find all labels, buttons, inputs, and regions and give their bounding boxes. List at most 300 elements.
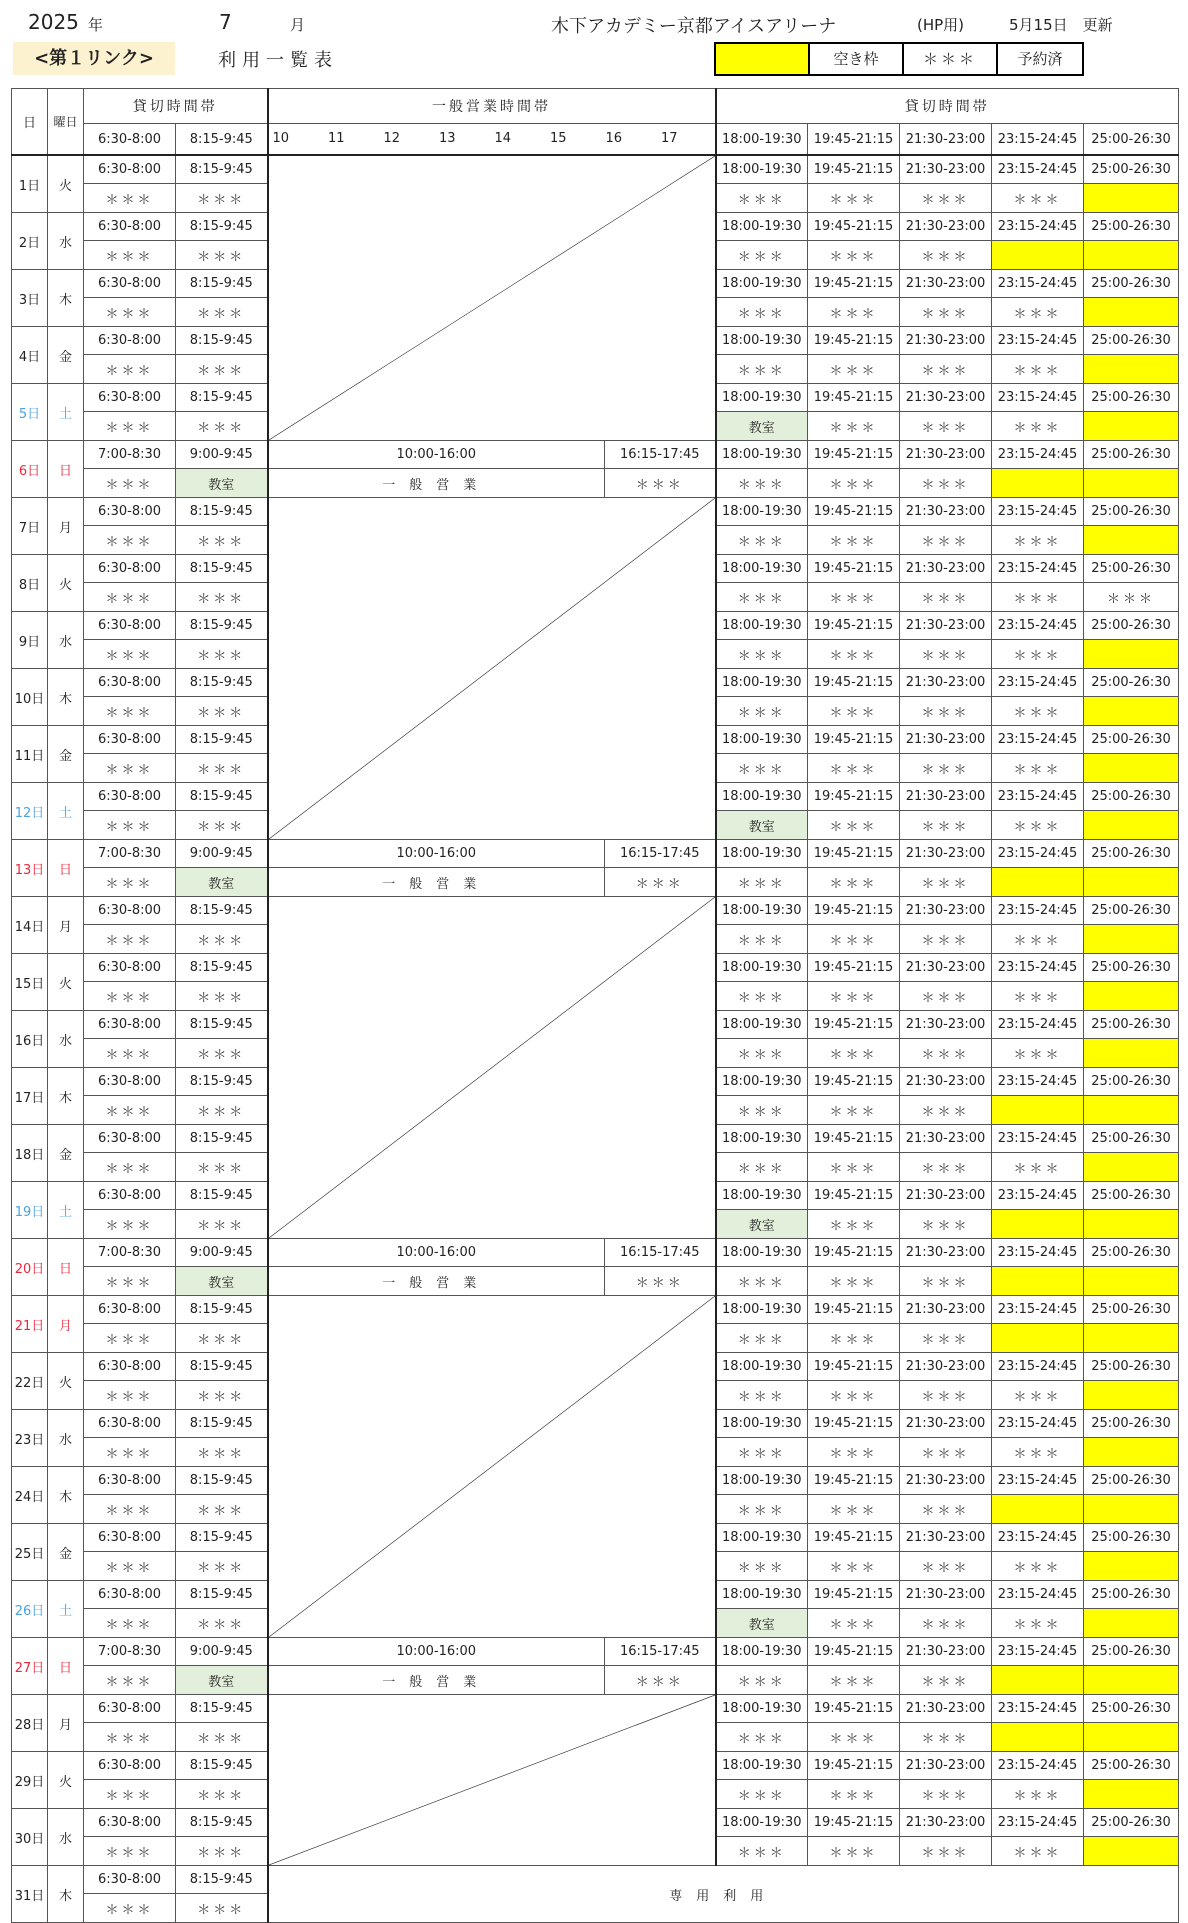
evening-slot-time: 25:00-26:30 bbox=[1084, 1695, 1179, 1723]
evening-slot-time: 18:00-19:30 bbox=[716, 1524, 808, 1552]
evening-slot-available bbox=[1084, 526, 1179, 555]
evening-slot-reserved: ＊＊＊ bbox=[900, 1780, 992, 1809]
morning-slot-reserved: ＊＊＊ bbox=[176, 1324, 268, 1353]
morning-slot-time: 6:30-8:00 bbox=[84, 213, 176, 241]
evening-slot-time: 23:15-24:45 bbox=[992, 270, 1084, 298]
legend-available-label: 空き枠 bbox=[810, 44, 904, 74]
day-of-week: 土 bbox=[48, 384, 84, 441]
day-number: 11日 bbox=[12, 726, 48, 783]
morning-slot-reserved: ＊＊＊ bbox=[84, 526, 176, 555]
morning-slot-reserved: ＊＊＊ bbox=[84, 1210, 176, 1239]
evening-slot-time: 21:30-23:00 bbox=[900, 1638, 992, 1666]
evening-slot-reserved: ＊＊＊ bbox=[808, 1666, 900, 1695]
evening-slot-time: 21:30-23:00 bbox=[900, 612, 992, 640]
morning-slot-reserved: ＊＊＊ bbox=[176, 811, 268, 840]
evening-slot-reserved: ＊＊＊ bbox=[900, 1324, 992, 1353]
head-hour: 14 bbox=[494, 131, 512, 146]
head-dow: 曜日 bbox=[48, 89, 84, 156]
morning-slot-time: 6:30-8:00 bbox=[84, 669, 176, 697]
evening-slot-time: 19:45-21:15 bbox=[808, 783, 900, 811]
evening-slot-time: 25:00-26:30 bbox=[1084, 1752, 1179, 1780]
evening-slot-reserved: ＊＊＊ bbox=[900, 1039, 992, 1068]
evening-slot-reserved: ＊＊＊ bbox=[808, 754, 900, 783]
evening-slot-reserved: ＊＊＊ bbox=[900, 412, 992, 441]
evening-slot-reserved: ＊＊＊ bbox=[808, 469, 900, 498]
evening-slot-time: 23:15-24:45 bbox=[992, 1353, 1084, 1381]
general-session-label: 一般営業 bbox=[268, 1267, 605, 1296]
morning-slot-time: 8:15-9:45 bbox=[176, 498, 268, 526]
evening-slot-available bbox=[1084, 1267, 1179, 1296]
day-number: 17日 bbox=[12, 1068, 48, 1125]
evening-slot-time: 21:30-23:00 bbox=[900, 1182, 992, 1210]
evening-slot-time: 18:00-19:30 bbox=[716, 1068, 808, 1096]
evening-slot-classroom: 教室 bbox=[716, 1210, 808, 1239]
day-number: 23日 bbox=[12, 1410, 48, 1467]
day-of-week: 水 bbox=[48, 1011, 84, 1068]
evening-slot-time: 23:15-24:45 bbox=[992, 783, 1084, 811]
general-session-blank bbox=[268, 1695, 716, 1866]
evening-slot-reserved: ＊＊＊ bbox=[992, 583, 1084, 612]
evening-slot-time: 18:00-19:30 bbox=[716, 213, 808, 241]
morning-slot-time: 6:30-8:00 bbox=[84, 1524, 176, 1552]
morning-slot-time: 9:00-9:45 bbox=[176, 1638, 268, 1666]
day-number: 3日 bbox=[12, 270, 48, 327]
morning-slot-time: 6:30-8:00 bbox=[84, 1695, 176, 1723]
day-of-week: 金 bbox=[48, 1524, 84, 1581]
evening-slot-reserved: ＊＊＊ bbox=[900, 1210, 992, 1239]
morning-slot-reserved: ＊＊＊ bbox=[176, 241, 268, 270]
page-title: 利用一覧表 bbox=[218, 50, 338, 71]
evening-slot-time: 21:30-23:00 bbox=[900, 1125, 992, 1153]
evening-slot-available bbox=[1084, 1666, 1179, 1695]
morning-slot-time: 8:15-9:45 bbox=[176, 1809, 268, 1837]
evening-slot-reserved: ＊＊＊ bbox=[808, 355, 900, 384]
evening-slot-reserved: ＊＊＊ bbox=[716, 754, 808, 783]
evening-slot-reserved: ＊＊＊ bbox=[900, 925, 992, 954]
evening-slot-reserved: ＊＊＊ bbox=[992, 526, 1084, 555]
evening-slot-available bbox=[1084, 1381, 1179, 1410]
morning-slot-reserved: ＊＊＊ bbox=[84, 1096, 176, 1125]
hp-note: (HP用) bbox=[917, 16, 965, 34]
evening-slot-reserved: ＊＊＊ bbox=[716, 1723, 808, 1752]
evening-slot-time: 19:45-21:15 bbox=[808, 612, 900, 640]
evening-slot-reserved: ＊＊＊ bbox=[808, 1153, 900, 1182]
evening-slot-time: 21:30-23:00 bbox=[900, 555, 992, 583]
morning-slot-time: 8:15-9:45 bbox=[176, 270, 268, 298]
morning-slot-reserved: ＊＊＊ bbox=[176, 1723, 268, 1752]
morning-slot-reserved: ＊＊＊ bbox=[84, 583, 176, 612]
evening-slot-time: 18:00-19:30 bbox=[716, 384, 808, 412]
evening-slot-reserved: ＊＊＊ bbox=[808, 412, 900, 441]
morning-slot-reserved: ＊＊＊ bbox=[84, 811, 176, 840]
evening-slot-reserved: ＊＊＊ bbox=[992, 1780, 1084, 1809]
evening-slot-reserved: ＊＊＊ bbox=[716, 241, 808, 270]
legend bbox=[714, 42, 1084, 76]
evening-slot-reserved: ＊＊＊ bbox=[716, 526, 808, 555]
evening-slot-reserved: ＊＊＊ bbox=[808, 1039, 900, 1068]
morning-slot-classroom: 教室 bbox=[176, 868, 268, 897]
evening-slot-available bbox=[1084, 469, 1179, 498]
evening-slot-time: 25:00-26:30 bbox=[1084, 1809, 1179, 1837]
evening-slot-reserved: ＊＊＊ bbox=[1084, 583, 1179, 612]
day-number: 21日 bbox=[12, 1296, 48, 1353]
evening-slot-time: 18:00-19:30 bbox=[716, 498, 808, 526]
day-of-week: 土 bbox=[48, 783, 84, 840]
evening-slot-time: 21:30-23:00 bbox=[900, 213, 992, 241]
morning-slot-time: 8:15-9:45 bbox=[176, 1524, 268, 1552]
morning-slot-time: 8:15-9:45 bbox=[176, 1296, 268, 1324]
evening-slot-available bbox=[992, 1324, 1084, 1353]
evening-slot-time: 18:00-19:30 bbox=[716, 1467, 808, 1495]
evening-slot-reserved: ＊＊＊ bbox=[716, 298, 808, 327]
evening-slot-time: 19:45-21:15 bbox=[808, 155, 900, 184]
evening-slot-available bbox=[1084, 184, 1179, 213]
evening-slot-time: 23:15-24:45 bbox=[992, 1467, 1084, 1495]
evening-slot-reserved: ＊＊＊ bbox=[992, 982, 1084, 1011]
morning-slot-time: 8:15-9:45 bbox=[176, 555, 268, 583]
head-evening-slot: 25:00-26:30 bbox=[1084, 124, 1179, 156]
morning-slot-reserved: ＊＊＊ bbox=[176, 1210, 268, 1239]
evening-slot-available bbox=[1084, 640, 1179, 669]
day-of-week: 土 bbox=[48, 1182, 84, 1239]
morning-slot-reserved: ＊＊＊ bbox=[84, 241, 176, 270]
evening-slot-reserved: ＊＊＊ bbox=[716, 868, 808, 897]
head-morning-slot: 8:15-9:45 bbox=[176, 124, 268, 156]
day-number: 28日 bbox=[12, 1695, 48, 1752]
general-session-time: 10:00-16:00 bbox=[268, 441, 605, 469]
morning-slot-time: 8:15-9:45 bbox=[176, 612, 268, 640]
evening-slot-time: 25:00-26:30 bbox=[1084, 327, 1179, 355]
evening-slot-reserved: ＊＊＊ bbox=[808, 868, 900, 897]
evening-slot-time: 18:00-19:30 bbox=[716, 783, 808, 811]
morning-slot-time: 8:15-9:45 bbox=[176, 327, 268, 355]
evening-slot-reserved: ＊＊＊ bbox=[992, 1609, 1084, 1638]
evening-slot-classroom: 教室 bbox=[716, 811, 808, 840]
general-session-time: 10:00-16:00 bbox=[268, 840, 605, 868]
day-number: 6日 bbox=[12, 441, 48, 498]
evening-slot-time: 18:00-19:30 bbox=[716, 1296, 808, 1324]
evening-slot-time: 23:15-24:45 bbox=[992, 1695, 1084, 1723]
morning-slot-reserved: ＊＊＊ bbox=[84, 412, 176, 441]
evening-slot-reserved: ＊＊＊ bbox=[808, 184, 900, 213]
evening-slot-time: 23:15-24:45 bbox=[992, 155, 1084, 184]
head-hour: 10 bbox=[272, 131, 290, 146]
evening-slot-time: 25:00-26:30 bbox=[1084, 897, 1179, 925]
evening-slot-reserved: ＊＊＊ bbox=[716, 1438, 808, 1467]
evening-slot-available bbox=[1084, 1324, 1179, 1353]
evening-slot-reserved: ＊＊＊ bbox=[716, 1153, 808, 1182]
evening-slot-time: 19:45-21:15 bbox=[808, 1695, 900, 1723]
evening-slot-time: 19:45-21:15 bbox=[808, 1011, 900, 1039]
evening-slot-available bbox=[1084, 1552, 1179, 1581]
morning-slot-reserved: ＊＊＊ bbox=[176, 754, 268, 783]
morning-slot-time: 8:15-9:45 bbox=[176, 1695, 268, 1723]
month: 7 bbox=[219, 10, 232, 34]
evening-slot-time: 19:45-21:15 bbox=[808, 1581, 900, 1609]
day-number: 20日 bbox=[12, 1239, 48, 1296]
day-number: 4日 bbox=[12, 327, 48, 384]
morning-slot-time: 8:15-9:45 bbox=[176, 1752, 268, 1780]
evening-slot-reserved: ＊＊＊ bbox=[992, 412, 1084, 441]
evening-slot-time: 25:00-26:30 bbox=[1084, 1638, 1179, 1666]
evening-slot-reserved: ＊＊＊ bbox=[900, 469, 992, 498]
evening-slot-reserved: ＊＊＊ bbox=[992, 811, 1084, 840]
link-name-badge: <第１リンク> bbox=[13, 42, 175, 75]
evening-slot-time: 21:30-23:00 bbox=[900, 1011, 992, 1039]
evening-slot-reserved: ＊＊＊ bbox=[900, 241, 992, 270]
evening-slot-time: 25:00-26:30 bbox=[1084, 270, 1179, 298]
evening-slot-time: 21:30-23:00 bbox=[900, 1467, 992, 1495]
evening-slot-time: 19:45-21:15 bbox=[808, 1182, 900, 1210]
morning-slot-time: 8:15-9:45 bbox=[176, 1353, 268, 1381]
morning-slot-reserved: ＊＊＊ bbox=[176, 1552, 268, 1581]
evening-slot-time: 18:00-19:30 bbox=[716, 270, 808, 298]
evening-slot-time: 25:00-26:30 bbox=[1084, 1011, 1179, 1039]
evening-slot-time: 19:45-21:15 bbox=[808, 1068, 900, 1096]
evening-slot-reserved: ＊＊＊ bbox=[808, 1267, 900, 1296]
evening-slot-available bbox=[1084, 298, 1179, 327]
morning-slot-reserved: ＊＊＊ bbox=[84, 697, 176, 726]
morning-slot-time: 6:30-8:00 bbox=[84, 155, 176, 184]
evening-slot-time: 23:15-24:45 bbox=[992, 669, 1084, 697]
late-session-time: 16:15-17:45 bbox=[605, 1239, 716, 1267]
schedule-table bbox=[11, 88, 1179, 1923]
day-number: 2日 bbox=[12, 213, 48, 270]
updated-date: 5月15日 更新 bbox=[1009, 16, 1113, 34]
evening-slot-time: 21:30-23:00 bbox=[900, 270, 992, 298]
evening-slot-reserved: ＊＊＊ bbox=[808, 1096, 900, 1125]
evening-slot-time: 23:15-24:45 bbox=[992, 612, 1084, 640]
evening-slot-reserved: ＊＊＊ bbox=[900, 526, 992, 555]
morning-slot-reserved: ＊＊＊ bbox=[84, 868, 176, 897]
evening-slot-time: 25:00-26:30 bbox=[1084, 155, 1179, 184]
morning-slot-time: 6:30-8:00 bbox=[84, 954, 176, 982]
day-number: 24日 bbox=[12, 1467, 48, 1524]
evening-slot-reserved: ＊＊＊ bbox=[716, 1495, 808, 1524]
day-of-week: 木 bbox=[48, 270, 84, 327]
evening-slot-reserved: ＊＊＊ bbox=[808, 811, 900, 840]
morning-slot-reserved: ＊＊＊ bbox=[176, 1894, 268, 1923]
evening-slot-reserved: ＊＊＊ bbox=[992, 640, 1084, 669]
evening-slot-reserved: ＊＊＊ bbox=[808, 1438, 900, 1467]
evening-slot-reserved: ＊＊＊ bbox=[900, 355, 992, 384]
morning-slot-time: 8:15-9:45 bbox=[176, 897, 268, 925]
morning-slot-time: 6:30-8:00 bbox=[84, 783, 176, 811]
evening-slot-time: 21:30-23:00 bbox=[900, 441, 992, 469]
morning-slot-time: 8:15-9:45 bbox=[176, 1581, 268, 1609]
morning-slot-time: 8:15-9:45 bbox=[176, 1011, 268, 1039]
evening-slot-time: 23:15-24:45 bbox=[992, 1011, 1084, 1039]
evening-slot-reserved: ＊＊＊ bbox=[900, 811, 992, 840]
morning-slot-time: 6:30-8:00 bbox=[84, 897, 176, 925]
morning-slot-time: 8:15-9:45 bbox=[176, 384, 268, 412]
evening-slot-reserved: ＊＊＊ bbox=[992, 1039, 1084, 1068]
evening-slot-time: 19:45-21:15 bbox=[808, 498, 900, 526]
morning-slot-time: 8:15-9:45 bbox=[176, 1467, 268, 1495]
day-number: 19日 bbox=[12, 1182, 48, 1239]
evening-slot-reserved: ＊＊＊ bbox=[900, 1552, 992, 1581]
morning-slot-reserved: ＊＊＊ bbox=[84, 1153, 176, 1182]
evening-slot-time: 21:30-23:00 bbox=[900, 1239, 992, 1267]
evening-slot-available bbox=[1084, 412, 1179, 441]
morning-slot-reserved: ＊＊＊ bbox=[176, 526, 268, 555]
diagonal-slash bbox=[269, 897, 715, 1238]
evening-slot-available bbox=[1084, 754, 1179, 783]
morning-slot-reserved: ＊＊＊ bbox=[176, 1609, 268, 1638]
evening-slot-available bbox=[992, 1666, 1084, 1695]
head-hour: 16 bbox=[605, 131, 623, 146]
day-of-week: 月 bbox=[48, 498, 84, 555]
evening-slot-time: 18:00-19:30 bbox=[716, 1182, 808, 1210]
morning-slot-reserved: ＊＊＊ bbox=[84, 355, 176, 384]
evening-slot-available bbox=[1084, 697, 1179, 726]
evening-slot-time: 23:15-24:45 bbox=[992, 897, 1084, 925]
evening-slot-time: 21:30-23:00 bbox=[900, 954, 992, 982]
diagonal-slash bbox=[269, 1695, 715, 1865]
legend-stars: ＊＊＊ bbox=[904, 44, 998, 74]
evening-slot-reserved: ＊＊＊ bbox=[716, 355, 808, 384]
evening-slot-classroom: 教室 bbox=[716, 1609, 808, 1638]
evening-slot-available bbox=[992, 1495, 1084, 1524]
general-session-label: 一般営業 bbox=[268, 469, 605, 498]
morning-slot-time: 6:30-8:00 bbox=[84, 1068, 176, 1096]
evening-slot-time: 18:00-19:30 bbox=[716, 441, 808, 469]
evening-slot-time: 21:30-23:00 bbox=[900, 1752, 992, 1780]
evening-slot-time: 21:30-23:00 bbox=[900, 1353, 992, 1381]
evening-slot-reserved: ＊＊＊ bbox=[900, 1666, 992, 1695]
late-session-reserved: ＊＊＊ bbox=[605, 1666, 716, 1695]
evening-slot-reserved: ＊＊＊ bbox=[900, 982, 992, 1011]
evening-slot-time: 23:15-24:45 bbox=[992, 954, 1084, 982]
evening-slot-reserved: ＊＊＊ bbox=[716, 1381, 808, 1410]
evening-slot-time: 18:00-19:30 bbox=[716, 612, 808, 640]
head-evening-slot: 23:15-24:45 bbox=[992, 124, 1084, 156]
evening-slot-time: 18:00-19:30 bbox=[716, 155, 808, 184]
general-session-time: 10:00-16:00 bbox=[268, 1638, 605, 1666]
evening-slot-reserved: ＊＊＊ bbox=[716, 697, 808, 726]
morning-slot-time: 8:15-9:45 bbox=[176, 669, 268, 697]
evening-slot-available bbox=[1084, 1153, 1179, 1182]
morning-slot-time: 7:00-8:30 bbox=[84, 1239, 176, 1267]
evening-slot-available bbox=[1084, 1039, 1179, 1068]
day-number: 8日 bbox=[12, 555, 48, 612]
late-session-reserved: ＊＊＊ bbox=[605, 1267, 716, 1296]
evening-slot-time: 19:45-21:15 bbox=[808, 213, 900, 241]
evening-slot-time: 23:15-24:45 bbox=[992, 1410, 1084, 1438]
morning-slot-reserved: ＊＊＊ bbox=[84, 754, 176, 783]
morning-slot-reserved: ＊＊＊ bbox=[84, 184, 176, 213]
evening-slot-time: 25:00-26:30 bbox=[1084, 1182, 1179, 1210]
evening-slot-time: 21:30-23:00 bbox=[900, 498, 992, 526]
morning-slot-time: 6:30-8:00 bbox=[84, 1011, 176, 1039]
evening-slot-reserved: ＊＊＊ bbox=[992, 298, 1084, 327]
evening-slot-time: 19:45-21:15 bbox=[808, 669, 900, 697]
page-header bbox=[0, 0, 1188, 80]
evening-slot-time: 18:00-19:30 bbox=[716, 1239, 808, 1267]
evening-slot-time: 19:45-21:15 bbox=[808, 327, 900, 355]
evening-slot-available bbox=[1084, 1780, 1179, 1809]
evening-slot-classroom: 教室 bbox=[716, 412, 808, 441]
head-evening-slot: 19:45-21:15 bbox=[808, 124, 900, 156]
evening-slot-time: 23:15-24:45 bbox=[992, 1809, 1084, 1837]
morning-slot-time: 6:30-8:00 bbox=[84, 726, 176, 754]
evening-slot-time: 21:30-23:00 bbox=[900, 1068, 992, 1096]
morning-slot-reserved: ＊＊＊ bbox=[84, 982, 176, 1011]
evening-slot-reserved: ＊＊＊ bbox=[900, 298, 992, 327]
morning-slot-time: 6:30-8:00 bbox=[84, 1752, 176, 1780]
day-of-week: 火 bbox=[48, 1752, 84, 1809]
evening-slot-time: 23:15-24:45 bbox=[992, 1581, 1084, 1609]
morning-slot-reserved: ＊＊＊ bbox=[84, 1324, 176, 1353]
evening-slot-reserved: ＊＊＊ bbox=[900, 184, 992, 213]
evening-slot-time: 25:00-26:30 bbox=[1084, 783, 1179, 811]
evening-slot-reserved: ＊＊＊ bbox=[992, 1381, 1084, 1410]
morning-slot-reserved: ＊＊＊ bbox=[84, 1837, 176, 1866]
evening-slot-time: 19:45-21:15 bbox=[808, 270, 900, 298]
evening-slot-reserved: ＊＊＊ bbox=[900, 1495, 992, 1524]
day-of-week: 日 bbox=[48, 441, 84, 498]
morning-slot-reserved: ＊＊＊ bbox=[176, 1096, 268, 1125]
evening-slot-time: 21:30-23:00 bbox=[900, 384, 992, 412]
evening-slot-time: 25:00-26:30 bbox=[1084, 1353, 1179, 1381]
evening-slot-time: 25:00-26:30 bbox=[1084, 726, 1179, 754]
evening-slot-time: 19:45-21:15 bbox=[808, 1467, 900, 1495]
morning-slot-reserved: ＊＊＊ bbox=[84, 1381, 176, 1410]
day-number: 12日 bbox=[12, 783, 48, 840]
evening-slot-reserved: ＊＊＊ bbox=[808, 1381, 900, 1410]
evening-slot-available bbox=[992, 868, 1084, 897]
evening-slot-time: 19:45-21:15 bbox=[808, 1524, 900, 1552]
evening-slot-time: 19:45-21:15 bbox=[808, 954, 900, 982]
head-evening-slot: 18:00-19:30 bbox=[716, 124, 808, 156]
evening-slot-time: 18:00-19:30 bbox=[716, 555, 808, 583]
evening-slot-reserved: ＊＊＊ bbox=[992, 754, 1084, 783]
morning-slot-reserved: ＊＊＊ bbox=[176, 1381, 268, 1410]
morning-slot-reserved: ＊＊＊ bbox=[176, 982, 268, 1011]
evening-slot-time: 18:00-19:30 bbox=[716, 1353, 808, 1381]
exclusive-use: 専用利用 bbox=[268, 1866, 1179, 1923]
morning-slot-time: 7:00-8:30 bbox=[84, 441, 176, 469]
morning-slot-classroom: 教室 bbox=[176, 1267, 268, 1296]
year-unit: 年 bbox=[88, 16, 104, 34]
evening-slot-reserved: ＊＊＊ bbox=[808, 925, 900, 954]
morning-slot-time: 6:30-8:00 bbox=[84, 1866, 176, 1894]
evening-slot-available bbox=[1084, 1210, 1179, 1239]
evening-slot-reserved: ＊＊＊ bbox=[808, 640, 900, 669]
evening-slot-reserved: ＊＊＊ bbox=[716, 1039, 808, 1068]
evening-slot-time: 23:15-24:45 bbox=[992, 1524, 1084, 1552]
evening-slot-available bbox=[992, 241, 1084, 270]
morning-slot-time: 8:15-9:45 bbox=[176, 954, 268, 982]
evening-slot-time: 23:15-24:45 bbox=[992, 1068, 1084, 1096]
evening-slot-reserved: ＊＊＊ bbox=[716, 1324, 808, 1353]
morning-slot-time: 6:30-8:00 bbox=[84, 1296, 176, 1324]
morning-slot-reserved: ＊＊＊ bbox=[176, 925, 268, 954]
evening-slot-time: 18:00-19:30 bbox=[716, 954, 808, 982]
evening-slot-available bbox=[992, 1723, 1084, 1752]
evening-slot-reserved: ＊＊＊ bbox=[900, 1381, 992, 1410]
evening-slot-time: 23:15-24:45 bbox=[992, 213, 1084, 241]
day-number: 22日 bbox=[12, 1353, 48, 1410]
morning-slot-time: 6:30-8:00 bbox=[84, 498, 176, 526]
year: 2025 bbox=[28, 10, 79, 34]
evening-slot-time: 21:30-23:00 bbox=[900, 783, 992, 811]
morning-slot-time: 9:00-9:45 bbox=[176, 441, 268, 469]
evening-slot-time: 23:15-24:45 bbox=[992, 555, 1084, 583]
head-hour: 12 bbox=[383, 131, 401, 146]
head-general-session: 一般営業時間帯 bbox=[268, 89, 716, 124]
morning-slot-time: 6:30-8:00 bbox=[84, 1182, 176, 1210]
